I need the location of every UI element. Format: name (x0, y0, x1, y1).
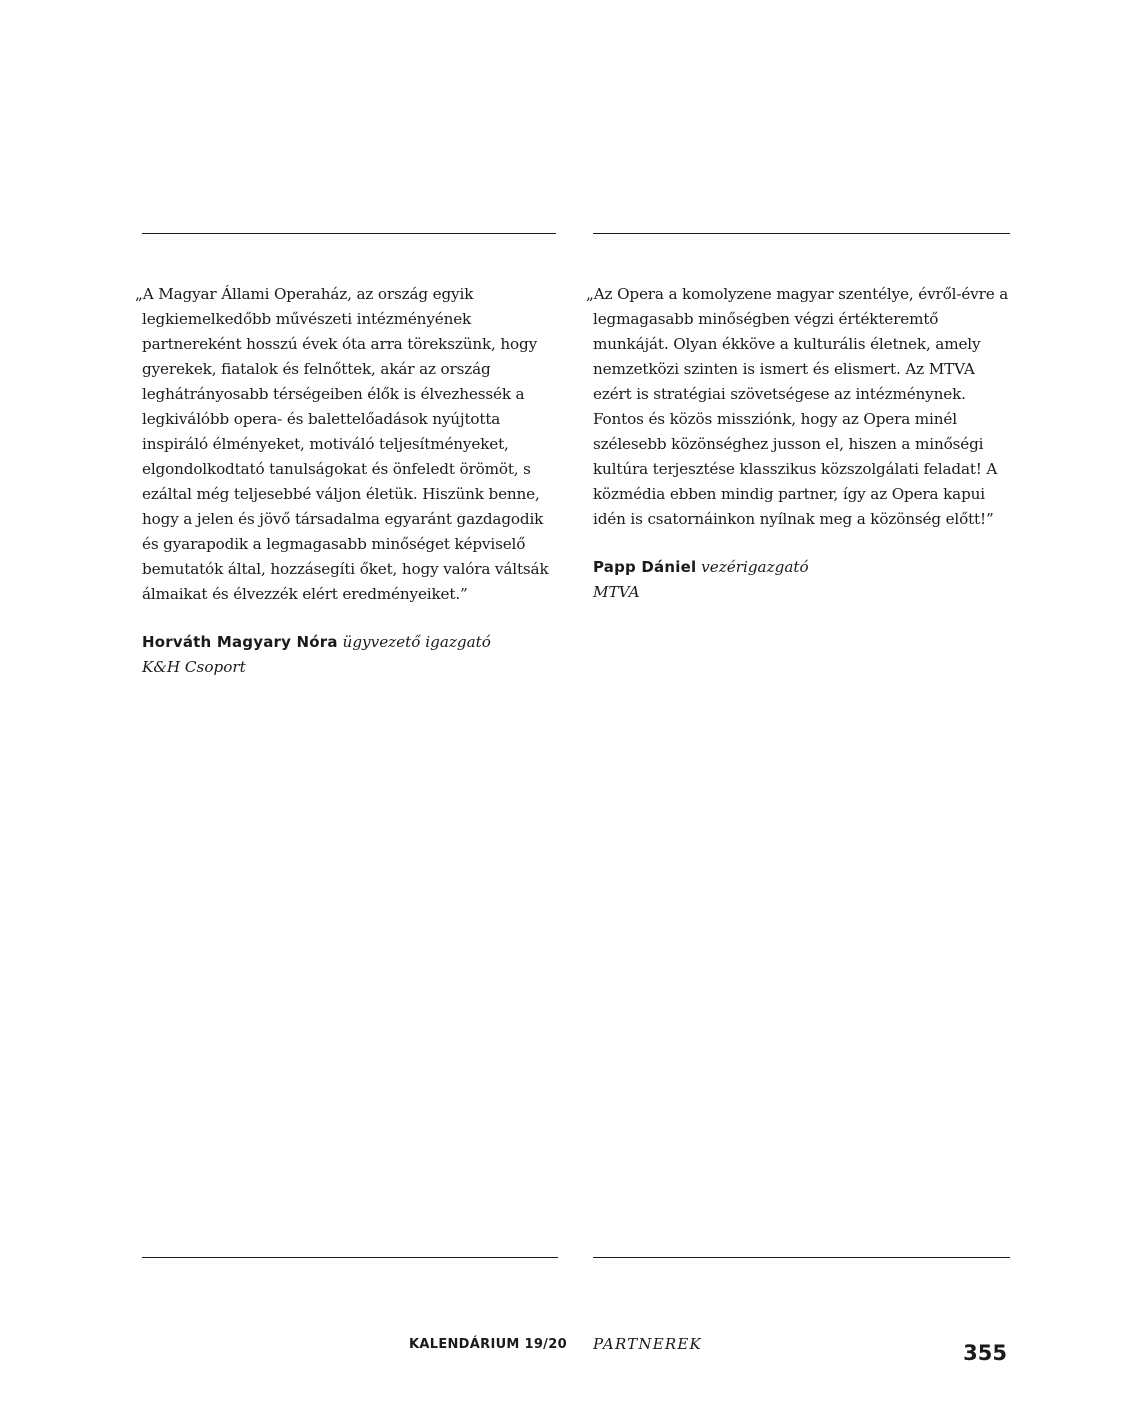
left-author-org: K&H Csoport (142, 658, 246, 676)
right-signature (593, 555, 1011, 605)
page-number: 355 (963, 1341, 1007, 1365)
footer-publication: KALENDÁRIUM 19/20 (409, 1337, 567, 1352)
top-rule-left (142, 233, 556, 234)
bottom-rule-right (593, 1257, 1010, 1258)
right-author-role: vezérigazgató (701, 558, 809, 576)
top-rule-right (593, 233, 1010, 234)
right-author-name: Papp Dániel (593, 558, 697, 576)
left-column (135, 282, 560, 680)
left-quote: „A Magyar Állami Operaház, az ország egyik legkiemelkedőbb művészeti intézményének partnereként hosszú évek óta arra törekszünk, hogy gyerekek, fiatalok és felnőttek, akár az ország leghátrányosabb térségeiben élők is élvezhessék a legkiválóbb opera- és balettelőadások nyújtotta inspiráló élményeket, motiváló teljesítményeket, elgondolkodtató tanulságokat és önfeledt örömöt, s ezáltal még teljesebbé váljon életük. Hiszünk benne, hogy a jelen és jövő társadalma egyaránt gazdagodik és gyarapodik a legmagasabb minőséget képviselő bemutatók által, hozzásegíti őket, hogy valóra váltsák álmaikat és élvezzék elért eredményeiket.” (135, 285, 549, 603)
right-quote: „Az Opera a komolyzene magyar szentélye, évről-évre a legmagasabb minőségben végzi értékteremtő munkáját. Olyan ékköve a kulturális életnek, amely nemzetközi szinten is ismert és elismert. Az MTVA ezért is stratégiai szövetségese az intézménynek. Fontos és közös missziónk, hogy az Opera minél szélesebb közönséghez jusson el, hiszen a minőségi kultúra terjesztése klasszikus közszolgálati feladat! A közmédia ebben mindig partner, így az Opera kapui idén is csatornáinkon nyílnak meg a közönség előtt!” (586, 285, 1009, 528)
footer-section: PARTNEREK (593, 1335, 702, 1353)
bottom-rule-left (142, 1257, 558, 1258)
right-author-org: MTVA (593, 583, 640, 601)
left-author-name: Horváth Magyary Nóra (142, 633, 338, 651)
left-author-role: ügyvezető igazgató (342, 633, 491, 651)
left-signature (142, 630, 560, 680)
right-column (586, 282, 1011, 605)
